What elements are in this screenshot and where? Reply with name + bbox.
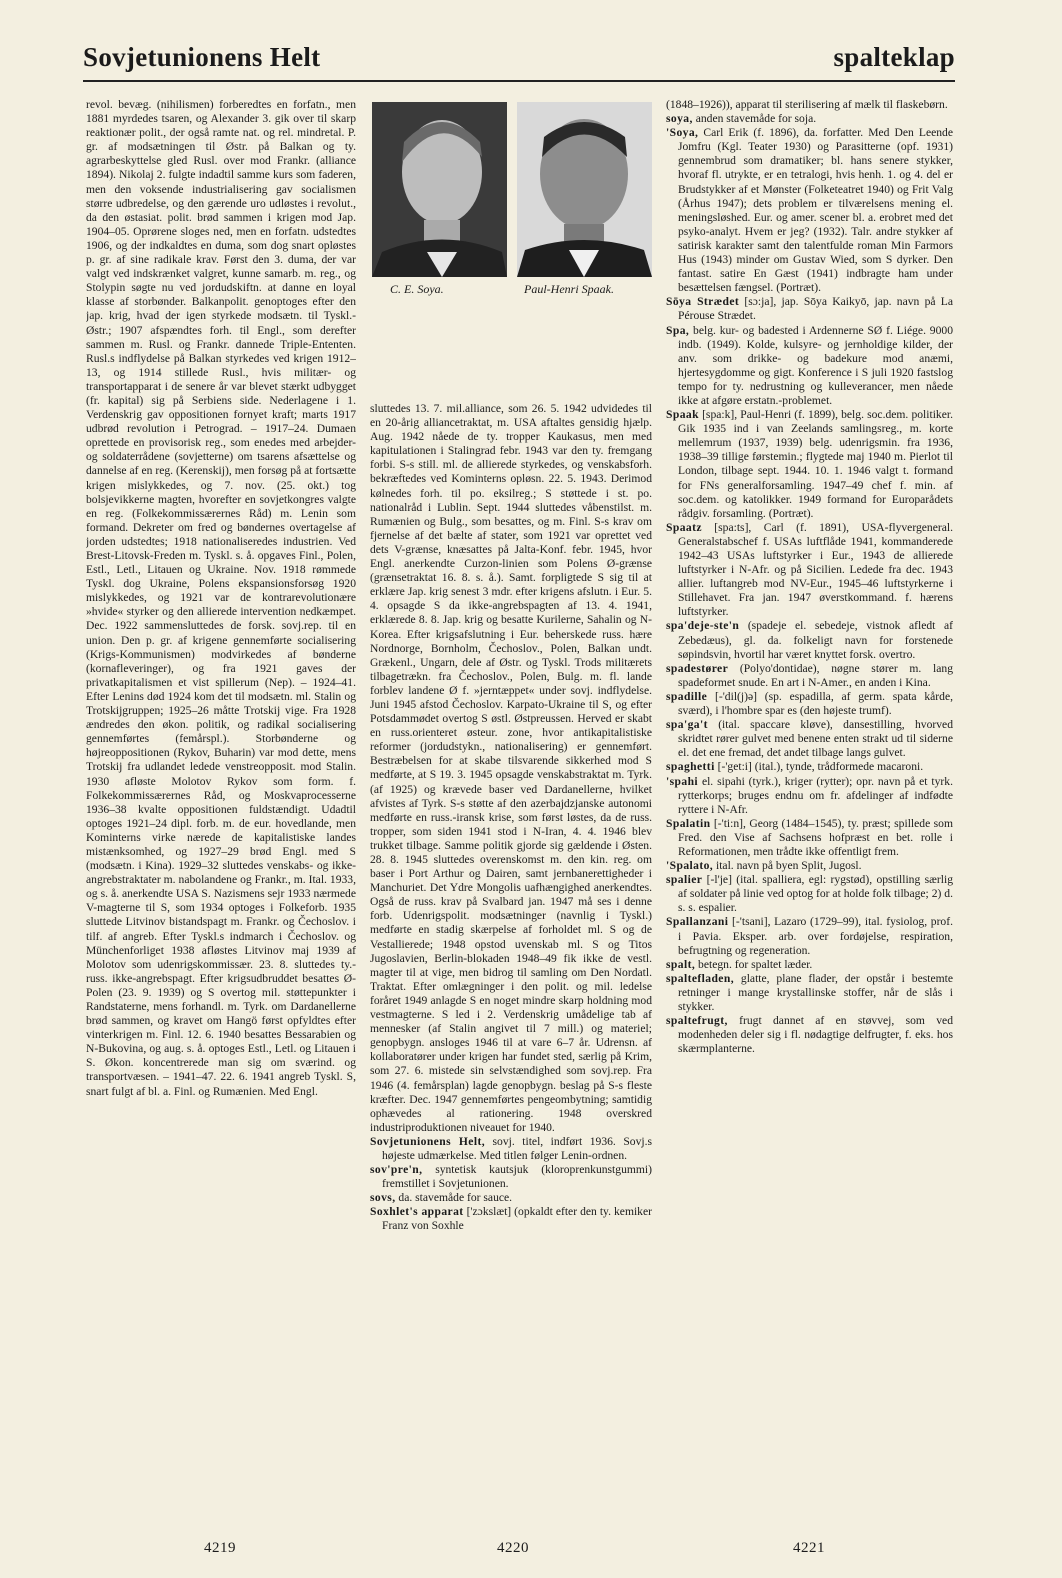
entry <box>666 915 953 957</box>
entry-headword: spa'ga't <box>666 718 708 732</box>
entry-headword: 'Spalato, <box>666 859 714 873</box>
entry-headword: spalier <box>666 873 703 887</box>
entry-text: da. stavemåde for sauce. <box>395 1191 513 1205</box>
entry-text: syntetisk kautsjuk (kloroprenkunstgummi) fremstillet i Sovjetunionen. <box>382 1163 652 1191</box>
entry <box>666 619 953 661</box>
entry-text: [-'tsani], Lazaro (1729–99), ital. fysiolog, prof. i Pavia. Eksper. arb. over fordøjelse, respiration, befrugtning og regeneration. <box>678 915 953 957</box>
entry-headword: soya, <box>666 112 693 126</box>
entry-headword: spa'deje-ste'n <box>666 619 740 633</box>
entry-headword: Sōya Strædet <box>666 295 740 309</box>
header-first-entry: Sovjetunionens Helt <box>83 42 321 72</box>
entry-headword: spaltefrugt, <box>666 1014 728 1028</box>
column-2-text: sluttedes 13. 7. mil.alliance, som 26. 5. 1942 udvidedes til en 20-årig alliancetraktat, m. USA aftaltes gensidig hjælp. Aug. 1942 nåede de ty. tropper Kaukasus, men med kapitulationen i Stalingrad febr. 1943 var den ty. fremgang forbi. S-s still. ml. de allierede styrkedes, og venskabsforh. bekræftedes ved Kominterns opløsn. 22. 5. 1943. Derimod kølnedes forh. til po. eksilreg.; S støttede i st. po. nationalråd i Lublin. Sept. 1944 sluttedes våbenstilst. m. Rumænien og Bulg., som besattes, og m. Finl. S-s krav om fjernelse af det bælte af stater, som 1921 var oprettet ved dets V-grænse, knæsattes på Jalta-Konf. febr. 1945, hvor Engl. anerkendte Curzon-linien som Polens Ø-grænse (grænsetraktat 16. 8. s. å.). Samt. forpligtede S sig til at erklære Jap. krig senest 3 mdr. efter krigens afslutn. i Eur. 5. 4. opsagde S da ikke-angrebspagten af 13. 4. 1941, erklærede 8. 8. Jap. krig og besatte Kurilerne, Sahalin og N-Korea. Efter krigsafslutning i Eur. beherskede russ. hære Nordnorge, Bornholm, Čechoslov., Polen, Balkan undt. Grækenl., Ungarn, dele af Østr. og Tyskl. Trods militærets tilbagetrækn. fra Čechoslov., Polen, Bulg. m. fl. lande forblev landene Ø f. »jerntæppet« under sovj. indflydelse. Juni 1945 afstod Čechoslov. Karpato-Ukraine til S, og efter Potsdammødet overtog S østl. Østpreussen. Herved er skabt en russ.orienteret østeur. zone, hvor antikapitalistiske reformer (jordudstykn., nationalisering) er gennemført. Bestræbelsen for at skabe tilsvarende sikkerhed mod S medførte, at S 19. 3. 1945 opsagde venskabstraktat m. Tyrk. (af 1925) og krævede baser ved Dardanellerne, hvilket afvistes af Tyrk. S-s støtte af den azerbajdzjanske autonomi medførte en russ.-iransk krise, som først løstes, da de russ. tropper, som siden 1941 stod i N-Iran, 4. 4. 1946 blev trukket tilbage. Samme politik gjorde sig gældende i Østen. 28. 8. 1945 sluttedes overenskomst m. den kin. reg. om baser i Port Arthur og Dairen, samt jernbanerettigheder i Manchuriet. Det Ydre Mongolis uafhængighed anerkendtes. Også de russ. krav på Svalbard jan. 1947 må ses i denne forb. Udenrigspolit. modsætninger (navnlig i Tyskl.) medførte en stadig skærpelse af forholdet ml. S og de Vestallierede; 1948 opstod uvenskab ml. S og Titos Jugoslavien, Berlin-blokaden 1948–49 fik ikke de vestl. magter til at vige, men bidrog til samling om Den Nordatl. Traktat. Efter omlægninger i den polit. og mil. ledelse foråret 1949 anlagde S en noget mindre skarp holdning mod vestmagterne. S led i 2. Verdenskrig umådelige tab af mennesker (af Stalin angivet til 7 mill.) og materiel; genopbygn. ansloges 1946 til at vare 6–7 år. Udrensn. af kollaboratører under krigen har fundet sted, særlig på Krim, som 27. 6. mistede sin selvstændighed som sovj.rep. Fra 1946 (4. femårsplan) lagde genopbygn. beslag på S-s fleste kræfter. Dec. 1947 gennemførtes pengeombytning; samtidig ophævedes al rationering. 1948 overskred industriproduktionen niveauet for 1940. <box>370 402 652 1134</box>
portrait-spaak <box>517 102 652 277</box>
entry-text: (ital. spaccare kløve), dansestilling, hvorved skridtet rører gulvet med benene enten strakt ud til siderne el. det ene fremad, det andet tilbage langs gulvet. <box>678 718 953 760</box>
entry <box>370 1163 652 1191</box>
entry-text: [-'dil(j)ə] (sp. espadilla, af germ. spata kårde, sværd), i l'hombre spar es (den højeste trumf). <box>678 689 953 718</box>
entry-headword: spadestører <box>666 661 729 675</box>
entry-text: betegn. for spaltet læder. <box>695 957 813 971</box>
entry <box>666 690 953 718</box>
entry <box>370 1135 652 1163</box>
entry-headword: spadille <box>666 689 708 703</box>
entry <box>666 817 953 859</box>
caption-soya: C. E. Soya. <box>390 282 444 296</box>
portrait-soya <box>372 102 507 277</box>
portrait-spaak-image <box>517 102 652 277</box>
header-last-entry: spalteklap <box>833 42 955 72</box>
entry <box>666 662 953 690</box>
entry-headword: Spalatin <box>666 816 711 830</box>
column-1-text: revol. bevæg. (nihilismen) forberedtes en forfatn., men 1881 myrdedes tsaren, og Alexander 3. gik over til skarp reaktionær polit., der også ramte nat. og rel. mindretal. P. gr. af modsætningen til Østr. på Balkan og ty. agrarbeskyttelse gled Rusl. over mod Frankr. (alliance 1894). Nikolaj 2. fulgte indadtil samme kurs som faderen, men den voksende industrialisering gav socialismen større udbredelse, og den gærende uro udløstes i revolut., da den østasiat. polit. brød sammen i krigen mod Jap. 1904–05. Oprørene sloges ned, men en forfatn. udstedtes 1906, og der indkaldtes en duma, som dog snart opløstes p. gr. af sine radikale krav. Først den 3. duma, der var valgt ved indskrænket valgret, kunne samarb. m. reg., og Stolypin søgte nu ved jordudskiftn. at danne en loyal klasse af storbønder. Balkanpolit. genoptoges efter den jap. krig, hvad der igen styrkede modsætn. til Tyskl.-Østr.; 1907 afspændtes forh. til Engl., som derefter sammen m. Rusl. og Frankr. dannede Triple-Ententen. Rusl.s indflydelse på Balkan styrkedes ved krigen 1912–13, og 1914 stillede Rusl., hvis militær- og transportapparat i de senere år var blevet stærkt udbygget (fr. kapital) sig på Serbiens side. Nederlagene i 1. Verdenskrig gav oppositionen fornyet kraft; marts 1917 udbrød revolution i Petrograd. – 1917–24. Dumaen oprettede en provisorisk reg., som enedes med arbejder- og soldaterrådene (sovjetterne) om tsarens afsættelse og dannelse af en reg. (Kerenskij), men forsøg på at fortsætte krigen mislykkedes, og 7. nov. (25. okt.) tog bolsjevikkerne magten, hvorefter en sovjetkongres valgte en reg. (Folkekommissærernes Råd) m. Lenin som formand. Dekreter om fred og bøndernes overtagelse af jorden udstedtes; 1918 nationaliseredes industrien. Ved Brest-Litovsk-Freden m. Tyskl. s. å. opgaves Finl., Polen, Estl., Letl., Litauen og Ukraine. Nov. 1918 rømmede Tyskl. dog Ukraine, Polens ekspansionsforsøg 1920 mislykkedes, og 1921 var de kontrarevolutionære »hvide« styrker og den allierede intervention nedkæmpet. Dec. 1922 sammensluttedes de forsk. sovj.rep. til en union. Den p. gr. af krigene gennemførte socialisering (Krigs-Kommunismen) modvirkedes af bønderne (kornafleveringer), og fra 1921 gaves der privatkapitalismen et vist spillerum (Nep). – 1924–41. Efter Lenins død 1924 kom det til modsætn. ml. Stalin og Trotskijgruppen; 1925–26 måtte Trotskij vige. Fra 1928 ændredes den økon. politik, og radikal socialisering gennemførtes (femårspl.). Storbønderne og højreoppositionen (Rykov, Buharin) var mod dette, mens Trotskij fra udlandet ledede venstreopposit. mod Stalin. 1930 afløste Molotov Rykov som form. f. Folkekommissærernes Råd, og Moskvaprocesserne 1936–38 kvalte oppositionen fuldstændigt. Udadtil optoges 1921–24 dipl. forb. m. de eur. hovedlande, men Kominterns virke nærede de kapitalistiske landes mistænksomhed, og 1927–29 brød Engl. med S (modsætn. i Kina). 1929–32 sluttedes venskabs- og ikke-angrebstraktater m. nabolandene og Frankr., m. Ital. 1933, og s. å. anerkendte USA S. Nazismens sejr 1933 nærmede V-magterne til S, som 1934 optoges i Folkeforb. 1935 sluttede Litvinov bistandspagt m. Frankr. og Čechoslov. i tilf. af angreb. Efter Tyskl.s indmarch i Čechoslov. og Münchenforliget 1938 afløstes Litvinov maj 1939 af Molotov som udenrigskommissær. 23. 8. sluttedes ty.-russ. ikke-angrebspagt. Efter krigsudbruddet besattes Ø-Polen (23. 9. 1939) og S overtog mil. støttepunkter i Randstaterne, mens forhandl. m. Tyrk. om Dardanellerne brød sammen, og kravet om Hangö først opfyldtes efter vinterkrigen m. Finl. 12. 6. 1940 besattes Bessarabien og N-Bukovina, og aug. s. å. optoges Estl., Letl. og Litauen i S. Økon. koncentrerede man sig om sværind. og transportvæsen. – 1941–47. 22. 6. 1941 angreb Tyskl. S, snart fulgt af bl. a. Finl. og Rumænien. Med Engl. <box>86 98 356 1098</box>
entry-text: frugt dannet af en støvvej, som ved modenheden deler sig i fl. nødagtige delfrugter, f. eks. hos skærmplanterne. <box>678 1014 953 1056</box>
entry <box>666 324 953 409</box>
entry-headword: spaghetti <box>666 760 715 774</box>
entry <box>666 126 953 295</box>
entry-text: ital. navn på byen Split, Jugosl. <box>713 859 862 873</box>
entry-text: [-'get:i] (ital.), tynde, trådformede macaroni. <box>714 760 924 774</box>
entry <box>666 521 953 620</box>
entry-text: belg. kur- og badested i Ardennerne SØ f. Liége. 9000 indb. (1949). Kolde, kulsyre- og jernholdige kilder, der anv. som drikke- og badekure mod anæmi, hjertesygdomme og gigt. Konference i S juli 1920 fastslog tempo for ty. nedrustning og kulleverancer, men nåede ikke at afgøre erstatn.-problemet. <box>678 323 953 407</box>
entry-headword: Spa, <box>666 323 690 337</box>
entry-text: sovj. titel, indført 1936. Sovj.s højeste udmærkelse. Med titlen følger Lenin-ordnen. <box>382 1134 652 1162</box>
entry <box>666 873 953 915</box>
entry-text: glatte, plane flader, der opstår i bestemte retninger i mange krystallinske stoffer, når de slås i stykker. <box>678 971 953 1013</box>
entry-headword: spaltefladen, <box>666 971 735 985</box>
entry <box>666 408 953 521</box>
entry <box>666 295 953 323</box>
entry-text: ['zɔkslæt] (opkaldt efter den ty. kemiker Franz von Soxhle <box>382 1205 652 1233</box>
entry-headword: Spallanzani <box>666 915 729 929</box>
entry-text: (spadeje el. sebedeje, vistnok afledt af Zebedæus), gl. da. folkeligt navn for forstenede søpindsvin, hvortil har været knyttet forsk. overtro. <box>678 619 953 661</box>
entry-headword: Spaatz <box>666 520 702 534</box>
running-header <box>83 40 955 82</box>
entry-text: el. sipahi (tyrk.), kriger (rytter); opr. navn på et tyrk. rytterkorps; bruges endnu om fr. afdelinger af indfødte ryttere i N-Afr. <box>678 774 953 816</box>
entry <box>666 1014 953 1056</box>
portrait-soya-image <box>372 102 507 277</box>
entry-headword: spalt, <box>666 957 696 971</box>
entry <box>666 958 953 972</box>
entry <box>370 1191 652 1205</box>
entry <box>666 718 953 760</box>
entry <box>666 859 953 873</box>
page-number-middle: 4220 <box>497 1540 529 1556</box>
column-3 <box>666 98 953 1498</box>
entry-text: [spa:ts], Carl (f. 1891), USA-flyvergeneral. Generalstabschef f. USAs luftflåde 1941, kommanderede 1942–43 USAs luftstyrker i Eur., 1943 de allierede luftstyrker i N-Afr. og på Sicilien. Ledede fra dec. 1943 allier. luftangreb mod NV-Eur., 1945–46 luftstyrkerne i Stillehavet. Fra jan. 1947 øverstkommand. f. hærens luftstyrker. <box>678 520 953 619</box>
caption-spaak: Paul-Henri Spaak. <box>524 282 614 296</box>
entry <box>666 112 953 126</box>
entry-headword: Spaak <box>666 408 699 422</box>
entry <box>666 972 953 1014</box>
entry-text: [sɔ:ja], jap. Sōya Kaikyō, jap. navn på La Pérouse Strædet. <box>678 295 953 323</box>
column-3-text: (1848–1926)), apparat til sterilisering af mælk til flaskebørn. <box>666 98 948 111</box>
page-number-left: 4219 <box>204 1540 236 1556</box>
entry-headword: sovs, <box>370 1191 396 1205</box>
column-1 <box>86 98 356 1498</box>
entry-text: [spa:k], Paul-Henri (f. 1899), belg. soc.dem. politiker. Gik 1935 ind i van Zeelands samlingsreg., m. korte mellemrum (1937, 1939) belg. udenrigsmin. fra 1936, 1938–39 tillige førstemin.; flygtede maj 1940 m. Pierlot til London, tilbage sept. 1944. 10. 1. 1946 valgt t. formand for FNs generalforsamling. 1947–49 chef f. min. af soc.dem. og katolikker. 1949 formand for Europarådets rådgiv. forsamling. (Portræt). <box>678 408 953 520</box>
entry <box>666 760 953 774</box>
portrait-photos <box>372 102 654 402</box>
entry-headword: sov'pre'n, <box>370 1163 423 1177</box>
entry <box>666 775 953 817</box>
entry-text: [-'ti:n], Georg (1484–1545), ty. præst; spillede som Fred. den Vise af Sachsens hofpræst en bet. rolle i Reformationen, men trådte ikke offentligt frem. <box>678 816 953 858</box>
entry-text: Carl Erik (f. 1896), da. forfatter. Med Den Leende Jomfru (Kgl. Teater 1930) og Parasitterne (opf. 1931) gennembrud som dramatiker; bl. hans senere stykker, hvoraf fl. utrykte, er en tetralogi, hvis henh. 1. og 4. del er Brudstykker af et Mønster (Folketeatret 1940) og Frit Valg (Århus 1947); dets problem er tilværelsens mening el. meningsløshed. Eur. og amer. scener bl. a. erobret med det psyko-analyt. Hvem er jeg? (1932). Talr. andre stykker af satirisk karakter samt den talentfulde roman Min Farmors Hus (1943) minder om Gustav Wied, som S dyrker. Den fantast. satire En Gæst (1941) indbragte ham under besættelsen fængsel. (Portræt). <box>678 126 953 295</box>
entry-text: anden stavemåde for soja. <box>692 112 817 126</box>
entry-text: [-l'je] (ital. spalliera, egl: rygstød), opstilling særlig af soldater på linie ved optog for at holde folk tilbage; 2) d. s. s. espalier. <box>678 873 953 915</box>
entry <box>370 1205 652 1233</box>
entry-headword: 'spahi <box>666 774 699 788</box>
entry-headword: 'Soya, <box>666 126 699 140</box>
entry-headword: Sovjetunionens Helt, <box>370 1134 486 1148</box>
entry-headword: Soxhlet's apparat <box>370 1205 464 1219</box>
entry-text: (Polyo'dontidae), nøgne stører m. lang spadeformet snude. En art i N-Amer., en anden i Kina. <box>678 661 953 689</box>
page-number-right: 4221 <box>793 1540 825 1556</box>
column-2 <box>370 402 652 1498</box>
